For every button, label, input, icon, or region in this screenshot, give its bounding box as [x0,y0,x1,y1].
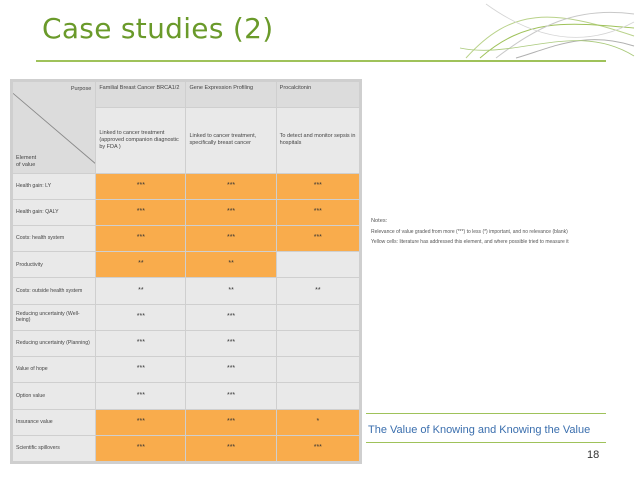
table-row [13,278,359,303]
decorative-swoosh-graphic [456,0,636,62]
corner-element-line1: Element [16,154,37,161]
rating-cell: *** [96,174,185,199]
rating-cell: ** [277,278,359,303]
page-number: 18 [587,449,600,461]
rating-cell: *** [96,305,185,330]
rating-cell: *** [277,174,359,199]
column-header: Familial Breast Cancer BRCA1/2 [96,82,185,107]
rating-cell: *** [186,200,275,225]
column-header: Gene Expression Profiling [186,82,275,107]
rating-cell: *** [277,436,359,461]
rating-cell: *** [96,200,185,225]
value-elements-table [12,81,360,462]
rating-cell: *** [186,226,275,251]
notes-title: Notes: [371,218,388,224]
corner-element-line2: of value [16,161,36,168]
rating-cell: *** [96,383,185,408]
rating-cell [277,305,359,330]
row-label: Scientific spillovers [13,436,95,461]
rating-cell [277,252,359,277]
rating-cell: *** [186,436,275,461]
rating-cell: ** [186,252,275,277]
table-row [13,331,359,356]
rating-cell: *** [277,200,359,225]
rating-cell: *** [186,305,275,330]
rating-cell: *** [96,357,185,382]
table-row [13,252,359,277]
row-label: Productivity [13,252,95,277]
rating-cell [277,383,359,408]
rating-cell: *** [186,383,275,408]
rating-cell: * [277,410,359,435]
slide-title: Case studies (2) [42,12,274,45]
notes-line: Yellow cells: literature has addressed this element, and where possible tried to measure it [371,238,569,245]
table-row [13,383,359,408]
row-label: Costs: outside health system [13,278,95,303]
rating-cell: ** [96,252,185,277]
corner-purpose-label: Purpose [70,86,92,92]
rating-cell [277,357,359,382]
rating-cell: *** [277,226,359,251]
rating-cell: *** [96,331,185,356]
table-header-row [13,82,359,107]
footer-rule-top [366,413,606,414]
title-underline [36,60,606,62]
footer-text: The Value of Knowing and Knowing the Value [368,424,591,436]
notes-box [371,218,633,248]
table-row [13,357,359,382]
rating-cell: *** [96,436,185,461]
row-label: Option value [13,383,95,408]
table-row [13,200,359,225]
rating-cell: *** [186,357,275,382]
value-rows [13,174,359,461]
rating-cell: *** [186,331,275,356]
rating-cell: ** [96,278,185,303]
rating-cell: *** [186,174,275,199]
row-label: Reducing uncertainty (Well-being) [13,305,95,330]
rating-cell: *** [96,410,185,435]
row-label: Costs: health system [13,226,95,251]
rating-cell [277,331,359,356]
table-row [13,436,359,461]
footer-rule-bottom [366,442,606,443]
table-row [13,410,359,435]
purpose-cell: To detect and monitor sepsis in hospitals [277,108,359,173]
purpose-cell: Linked to cancer treatment (approved companion diagnostic by FDA ) [96,108,185,173]
row-label: Reducing uncertainty (Planning) [13,331,95,356]
column-header: Procalcitonin [277,82,359,107]
table-corner-cell [13,82,95,173]
table-row [13,226,359,251]
table-row [13,174,359,199]
row-label: Health gain: LY [13,174,95,199]
purpose-cell: Linked to cancer treatment, specifically breast cancer [186,108,275,173]
row-label: Value of hope [13,357,95,382]
value-table-image [10,79,362,464]
rating-cell: *** [96,226,185,251]
corner-element-label [16,155,56,169]
row-label: Insurance value [13,410,95,435]
rating-cell: *** [186,410,275,435]
row-label: Health gain: QALY [13,200,95,225]
rating-cell: ** [186,278,275,303]
table-row [13,305,359,330]
notes-line: Relevance of value graded from more (***) to less (*) important, and no relevance (blank) [371,229,568,236]
